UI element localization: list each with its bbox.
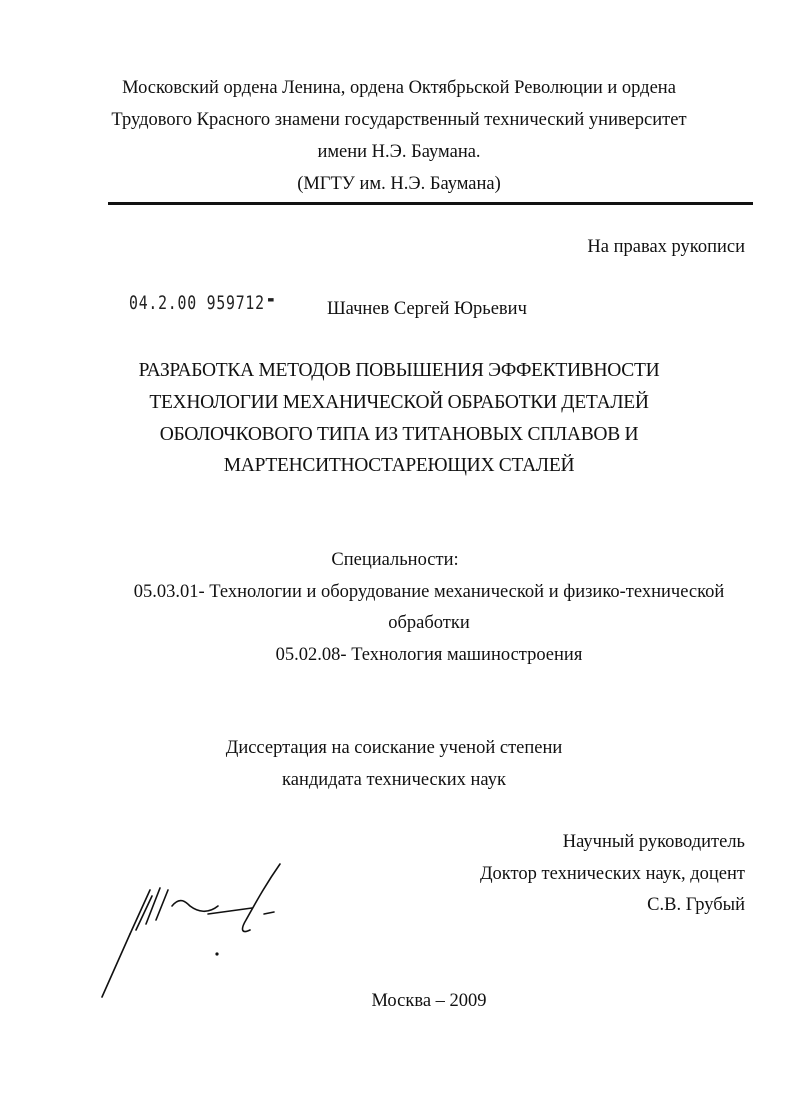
registration-stamp-number: 04.2.00 959712: [129, 292, 265, 314]
supervisor-degree: Доктор технических наук, доцент: [479, 864, 745, 884]
supervisor-role: Научный руководитель: [562, 832, 745, 852]
specialty-line-2: обработки: [388, 613, 470, 633]
title-line-1: РАЗРАБОТКА МЕТОДОВ ПОВЫШЕНИЯ ЭФФЕКТИВНОСТИ: [138, 360, 660, 381]
specialty-line-1: 05.03.01- Технологии и оборудование механической и физико-технической: [133, 582, 725, 602]
title-line-2: ТЕХНОЛОГИИ МЕХАНИЧЕСКОЙ ОБРАБОТКИ ДЕТАЛЕЙ: [149, 392, 649, 413]
author-name: Шачнев Сергей Юрьевич: [327, 299, 527, 319]
dissertation-line-1: Диссертация на соискание ученой степени: [225, 738, 563, 758]
specialties-heading: Специальности:: [331, 550, 459, 570]
title-line-4: МАРТЕНСИТНОСТАРЕЮЩИХ СТАЛЕЙ: [223, 455, 575, 476]
institution-abbreviation: (МГТУ им. Н.Э. Баумана): [297, 174, 501, 194]
stamp-dash-mark: ▬: [267, 292, 275, 306]
supervisor-name: С.В. Грубый: [647, 895, 745, 915]
institution-line-3: имени Н.Э. Баумана.: [317, 142, 481, 162]
header-divider: [108, 202, 753, 205]
handwritten-signature-icon: [90, 862, 300, 1002]
rights-note: На правах рукописи: [587, 237, 745, 257]
title-line-3: ОБОЛОЧКОВОГО ТИПА ИЗ ТИТАНОВЫХ СПЛАВОВ И: [159, 424, 639, 445]
city-year: Москва – 2009: [371, 991, 487, 1011]
institution-line-1: Московский ордена Ленина, ордена Октябрьской Революции и ордена: [122, 78, 676, 98]
specialty-line-3: 05.02.08- Технология машиностроения: [275, 645, 583, 665]
dissertation-line-2: кандидата технических наук: [282, 770, 506, 790]
registration-stamp: [129, 292, 274, 314]
institution-line-2: Трудового Красного знамени государственный технический университет: [111, 110, 687, 130]
